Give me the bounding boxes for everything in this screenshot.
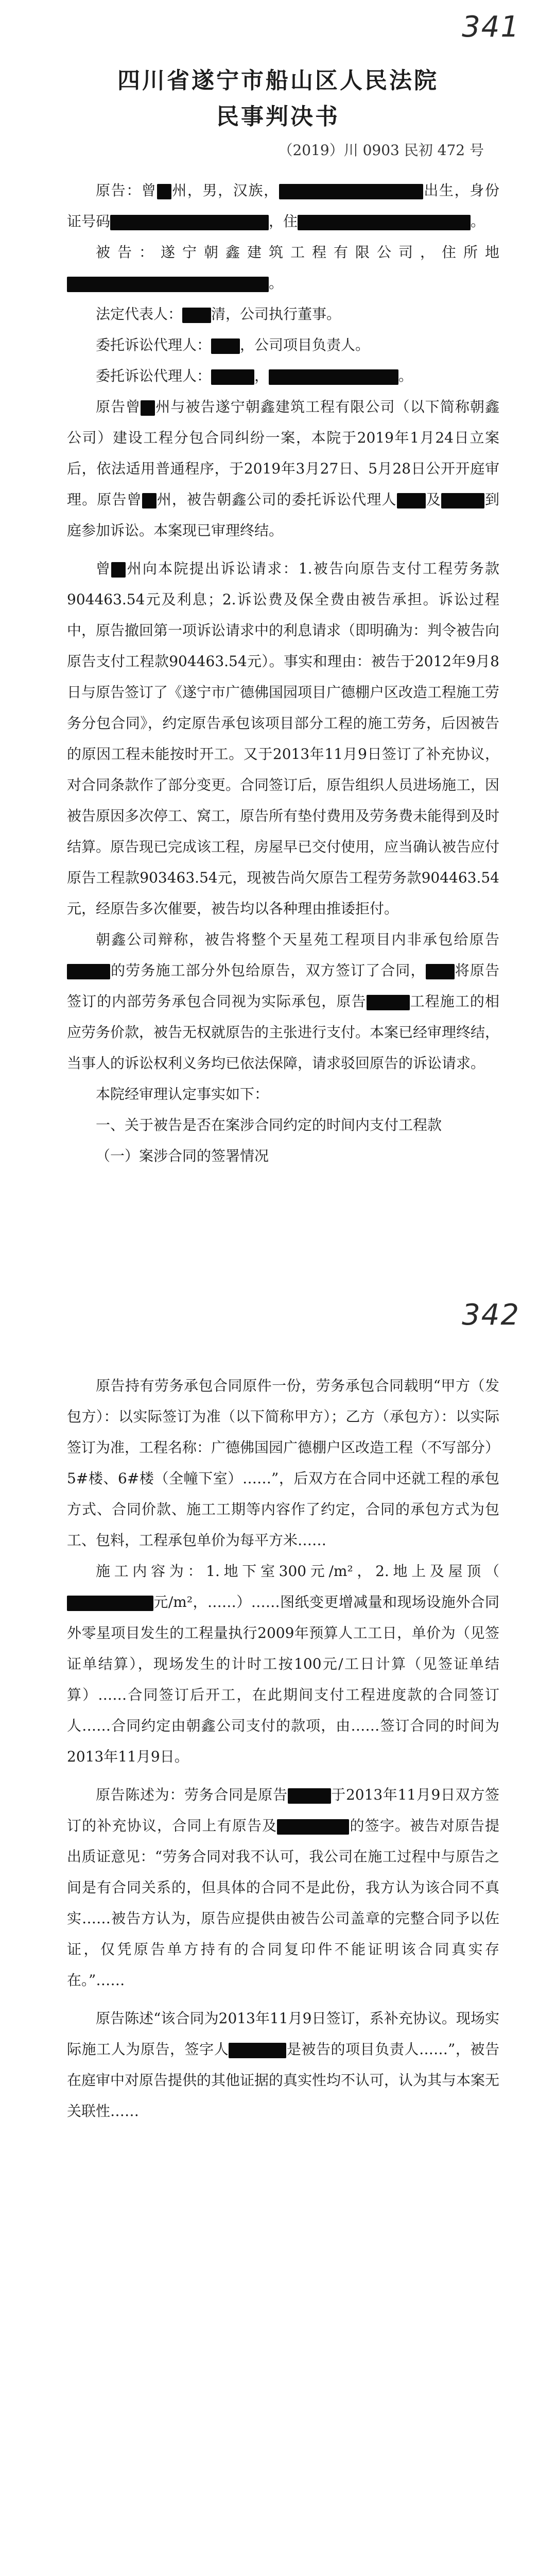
section-heading: （一）案涉合同的签署情况 [96,1147,269,1164]
redaction-bar [182,308,211,323]
paragraph: 委托诉讼代理人： ， 。 [96,367,413,384]
redaction-bar [67,964,110,979]
redaction-bar [110,215,269,230]
document-page-2 [0,1288,556,2571]
paragraph: 原告陈述“该合同为2013年11月9日签订，系补充协议。现场实际施工人为原告，签字人 是被告的项目负责人……”，被告在庭审中对原告提供的其他证据的真实性均不认可，认为其与本案无关联性…… [67,2010,500,2120]
body-page-2 [67,1370,499,2127]
paragraph: 原告持有劳务承包合同原件一份，劳务承包合同载明“甲方（发包方）：以实际签订为准（以下简称甲方）；乙方（承包方）：以实际签订为准，工程名称：广德佛国园广德棚户区改造工程（不写部分）5#楼、6#楼（全幢下室）……”，后双方在合同中还就工程的承包方式、合同价款、施工工期等内容作了约定，合同的承包方式为包工、包料，工程承包单价为每平方米…… [67,1377,500,1549]
redaction-bar [67,1596,153,1611]
redaction-bar [211,369,254,385]
redaction-bar [367,995,410,1010]
redaction-bar [229,2043,286,2058]
paragraph: 原告陈述为：劳务合同是原告 于2013年11月9日双方签订的补充协议，合同上有原告及 的签字。被告对原告提出质证意见：“劳务合同对我不认可，我公司在施工过程中与原告之间是有合同关系的，但具体的合同不是此份，我方认为该合同不真实……被告方认为，原告应提供由被告公司盖章的完整合同予以佐证，仅凭原告单方持有的合同复印件不能证明该合同真实存在。”…… [67,1786,499,1989]
page-divider [0,2571,556,2576]
redaction-bar [67,277,269,292]
document-title: 民事判决书 [216,104,340,130]
section-heading: 一、关于被告是否在案涉合同约定的时间内支付工程款 [96,1116,442,1133]
page-number-stamp: 341 [462,10,520,44]
paragraph: 原告：曾 州，男，汉族， 出生，身份证号码 ，住 。 [67,182,499,230]
redaction-bar [298,215,471,230]
paragraph: 朝鑫公司辩称，被告将整个天星苑工程项目内非承包给原告的劳务施工部分外包给原告，双方签订了合同， 将原告签订的内部劳务承包合同视为实际承包，原告 工程施工的相应劳务价款，被告无权就原告的主张进行支付。本案已经审理终结，当事人的诉讼权利义务均已依法保障，请求驳回原告的诉讼请求。 [67,931,500,1072]
redaction-bar [426,964,455,979]
redaction-bar [279,184,423,199]
page-number-stamp: 342 [462,1298,520,1332]
case-number: （2019）川 0903 民初 472 号 [278,142,484,159]
paragraph: 被告：遂宁朝鑫建筑工程有限公司，住所地。 [67,237,499,299]
body-page-1 [67,175,499,1172]
redaction-bar [277,1819,349,1835]
paragraph: 原告曾 州与被告遂宁朝鑫建筑工程有限公司（以下简称朝鑫公司）建设工程分包合同纠纷一案，本院于2019年1月24日立案后，依法适用普通程序，于2019年3月27日、5月28日公开开庭审理。原告曾 州，被告朝鑫公司的委托诉讼代理人 及 到庭参加诉讼。本案现已审理终结。 [67,398,499,539]
court-name: 四川省遂宁市船山区人民法院 [117,67,439,94]
redaction-bar [141,400,155,416]
paragraph: 委托诉讼代理人： ，公司项目负责人。 [96,336,370,353]
paragraph: 施工内容为：1.地下室300元/m²，2.地上及屋顶（元/m²，……）……图纸变更增减量和现场设施外合同外零星项目发生的工程量执行2009年预算人工工日，单价为（见签证单结算），现场发生的计时工按100元/工日计算（见签证单结算）……合同签订后开工，在此期间支付工程进度款的合同签订人……合同约定由朝鑫公司支付的款项，由……签订合同的时间为2013年11月9日。 [67,1563,499,1765]
redaction-bar [441,493,484,509]
page-divider [0,1283,556,1288]
redaction-bar [288,1788,331,1804]
redaction-bar [111,562,126,578]
paragraph: 曾 州向本院提出诉讼请求：1.被告向原告支付工程劳务款904463.54元及利息；2.诉讼费及保全费由被告承担。诉讼过程中，原告撤回第一项诉讼请求中的利息请求（即明确为：判令被告向原告支付工程款904463.54元）。事实和理由：被告于2012年9月8日与原告签订了《遂宁市广德佛国园项目广德棚户区改造工程施工劳务分包合同》，约定原告承包该项目部分工程的施工劳务，后因被告的原因工程未能按时开工。又于2013年11月9日签订了补充协议，对合同条款作了部分变更。合同签订后，原告组织人员进场施工，因被告原因多次停工、窝工，原告所有垫付费用及劳务费未能得到及时结算。原告现已完成该工程，房屋早已交付使用，应当确认被告应付原告工程款903463.54元，现被告尚欠原告工程劳务款904463.54元，经原告多次催要，被告均以各种理由推诿拒付。 [67,560,500,917]
redaction-bar [142,493,157,509]
redaction-bar [269,369,398,385]
paragraph: 本院经审理认定事实如下： [96,1086,269,1103]
redaction-bar [397,493,426,509]
redaction-bar [157,184,171,199]
redaction-bar [211,338,240,354]
document-page-1 [0,0,556,1283]
paragraph: 法定代表人： 清，公司执行董事。 [96,306,341,323]
